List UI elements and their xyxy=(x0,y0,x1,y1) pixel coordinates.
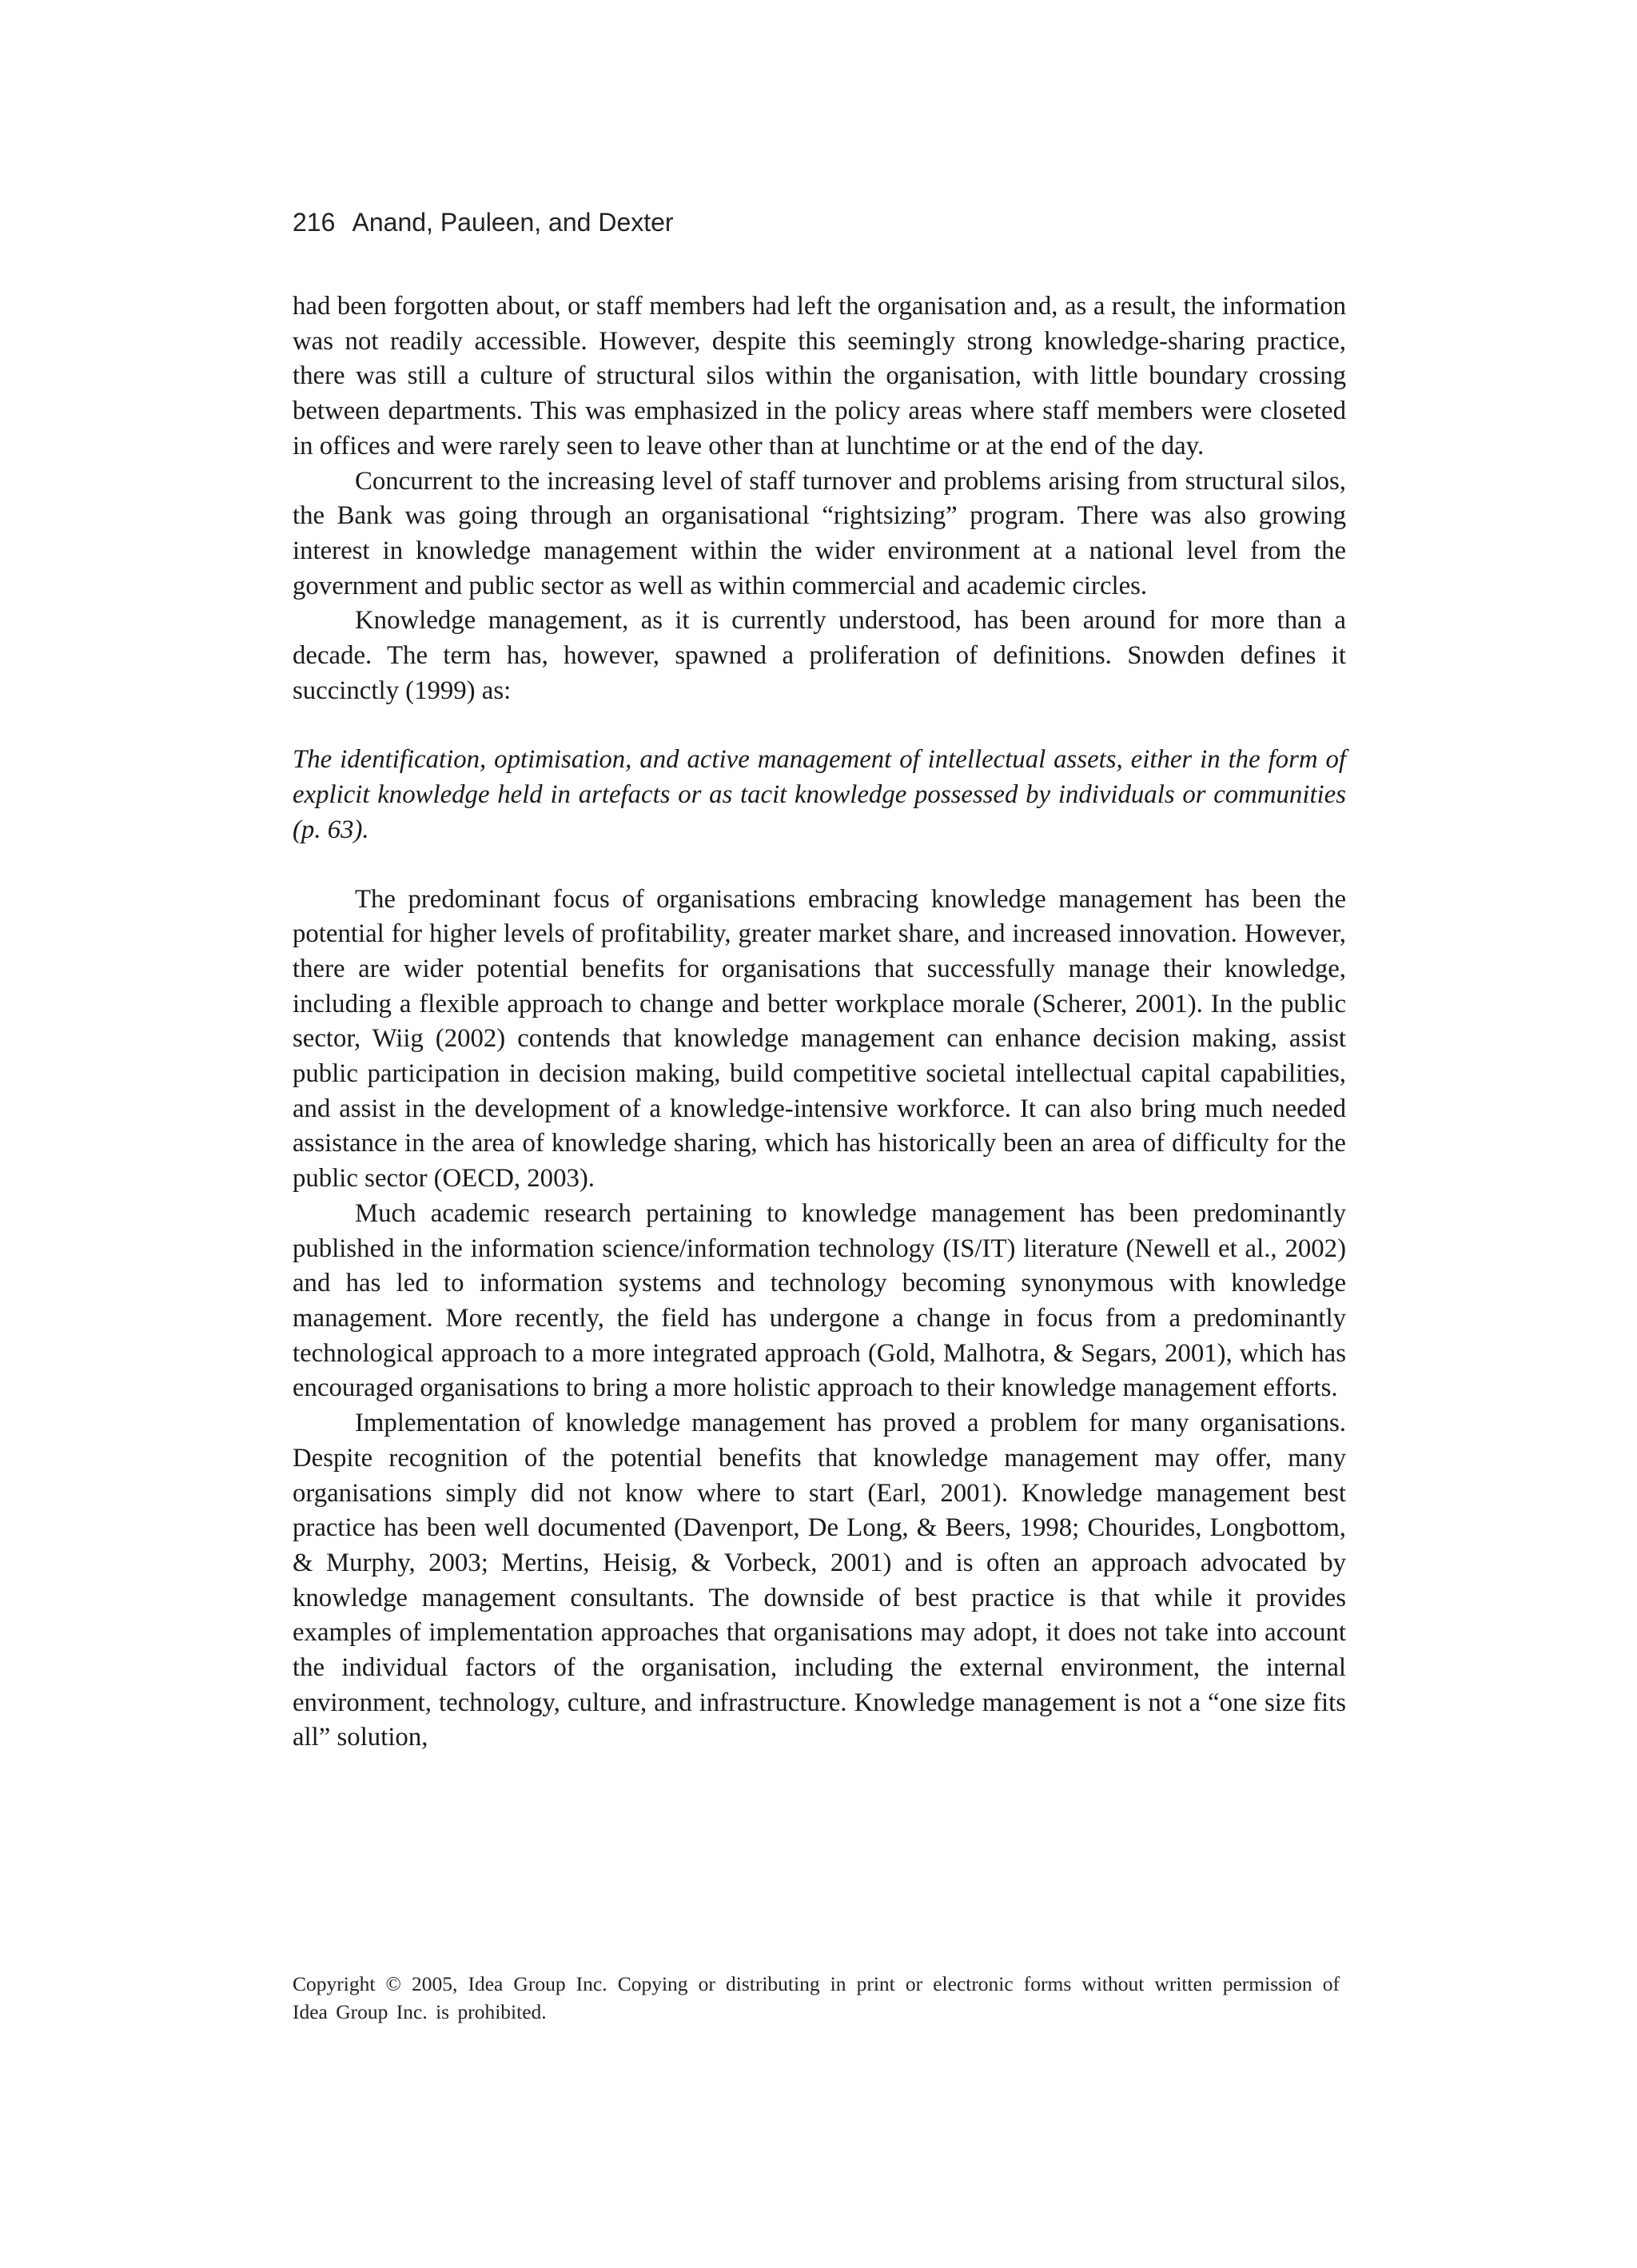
body-text xyxy=(293,289,1346,1756)
copyright-notice: Copyright © 2005, Idea Group Inc. Copying or distributing in print or electronic forms without written permission of Idea Group Inc. is prohibited. xyxy=(293,1972,1340,2023)
paragraph: Much academic research pertaining to knowledge management has been predominantly published in the information science/information technology (IS/IT) literature (Newell et al., 2002) and has led to information systems and technology becoming synonymous with knowledge management. More recently, the field has undergone a change in focus from a predominantly technological approach to a more integrated approach (Gold, Malhotra, & Segars, 2001), which has encouraged organisations to bring a more holistic approach to their knowledge management efforts. xyxy=(293,1198,1346,1403)
running-head-authors: Anand, Pauleen, and Dexter xyxy=(352,208,674,237)
block-quote: The identification, optimisation, and active management of intellectual assets, either in the form of explicit knowledge held in artefacts or as tacit knowledge possessed by individuals or communities (p. 63). xyxy=(293,745,1346,844)
page-number: 216 xyxy=(293,208,336,237)
paragraph: Implementation of knowledge management has proved a problem for many organisations. Despite recognition of the potential benefits that knowledge management may offer, many organisations simply did not know where to start (Earl, 2001). Knowledge management best practice has been well documented (Davenport, De Long, & Beers, 1998; Chourides, Longbottom, & Murphy, 2003; Mertins, Heisig, & Vorbeck, 2001) and is often an approach advocated by knowledge management consultants. The downside of best practice is that while it provides examples of implementation approaches that organisations may adopt, it does not take into account the individual factors of the organisation, including the external environment, the internal environment, technology, culture, and infrastructure. Knowledge management is not a “one size fits all” solution, xyxy=(293,1409,1346,1752)
paragraph: Concurrent to the increasing level of staff turnover and problems arising from structural silos, the Bank was going through an organisational “rightsizing” program. There was also growing interest in knowledge management within the wider environment at a national level from the government and public sector as well as within commercial and academic circles. xyxy=(293,466,1346,600)
paragraph: Knowledge management, as it is currently understood, has been around for more than a decade. The term has, however, spawned a proliferation of definitions. Snowden defines it succinctly (1999) as: xyxy=(293,606,1346,705)
paragraph: The predominant focus of organisations embracing knowledge management has been the potential for higher levels of profitability, greater market share, and increased innovation. However, there are wider potential benefits for organisations that successfully manage their knowledge, including a flexible approach to change and better workplace morale (Scherer, 2001). In the public sector, Wiig (2002) contends that knowledge management can enhance decision making, assist public participation in decision making, build competitive societal intellectual capital capabilities, and assist in the development of a knowledge-intensive workforce. It can also bring much needed assistance in the area of knowledge sharing, which has historically been an area of difficulty for the public sector (OECD, 2003). xyxy=(293,884,1346,1194)
paragraph-continued: had been forgotten about, or staff members had left the organisation and, as a result, the information was not readily accessible. However, despite this seemingly strong knowledge-sharing practice, there was still a culture of structural silos within the organisation, with little boundary crossing between departments. This was emphasized in the policy areas where staff members were closeted in offices and were rarely seen to leave other than at lunchtime or at the end of the day. xyxy=(293,292,1346,460)
running-head xyxy=(293,206,674,238)
